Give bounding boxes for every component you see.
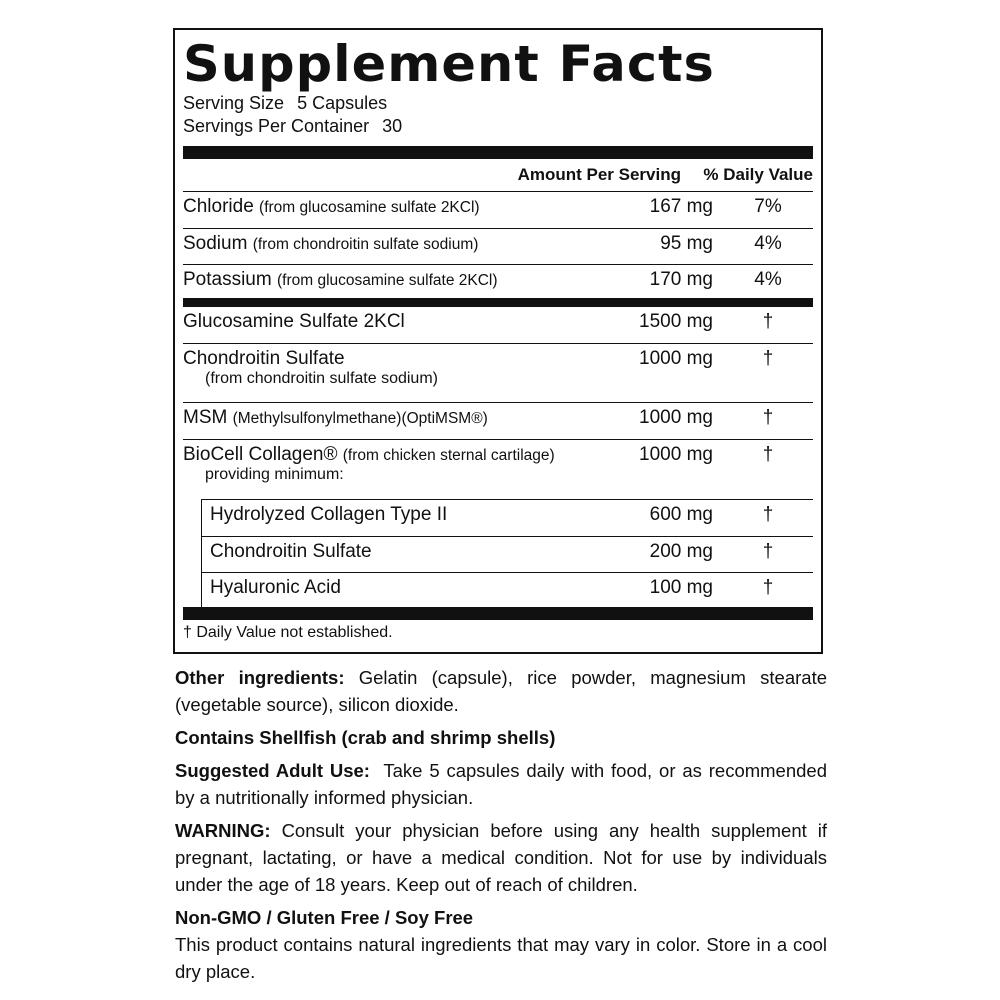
- ingredient-name: Chondroitin Sulfate (from chondroitin sulfate sodium): [183, 348, 438, 387]
- ingredient-daily-value: †: [762, 311, 774, 332]
- serving-size-value: 5 Capsules: [297, 93, 388, 113]
- nutrient-row-sodium: [183, 229, 813, 265]
- sub-ingredient-row: [201, 537, 813, 573]
- ingredient-name: BioCell Collagen® (from chicken sternal cartilage) providing minimum:: [183, 444, 555, 483]
- ingredient-row-biocell: [183, 440, 813, 499]
- nutrient-daily-value: 4%: [754, 233, 782, 254]
- nutrient-amount: 167 mg: [649, 196, 713, 217]
- sub-ingredient-daily-value: †: [762, 577, 774, 598]
- nutrient-daily-value: 7%: [754, 196, 782, 217]
- ingredient-amount: 1000 mg: [639, 444, 713, 465]
- nutrient-name: Sodium (from chondroitin sulfate sodium): [183, 233, 479, 254]
- nutrient-amount: 95 mg: [660, 233, 713, 254]
- ingredient-daily-value: †: [762, 348, 774, 369]
- ingredient-row-chondroitin: [183, 344, 813, 403]
- ingredient-amount: 1000 mg: [639, 348, 713, 369]
- storage-statement: This product contains natural ingredients that may vary in color. Store in a cool dry place.: [175, 934, 827, 982]
- sub-ingredient-name: Chondroitin Sulfate: [210, 541, 372, 562]
- nutrient-amount: 170 mg: [649, 269, 713, 290]
- panel-title: Supplement Facts: [183, 35, 715, 93]
- sub-ingredient-amount: 100 mg: [649, 577, 713, 598]
- warning: WARNING: Consult your physician before using any health supplement if pregnant, lactating, or have a medical condition. Not for use by individuals under the age of 18 years. Keep out of reach of children.: [175, 820, 827, 895]
- medium-divider: [183, 298, 813, 307]
- sub-ingredient-daily-value: †: [762, 541, 774, 562]
- ingredient-row-msm: [183, 403, 813, 440]
- sub-ingredient-group: [201, 499, 813, 607]
- other-ingredients: Other ingredients: Gelatin (capsule), rice powder, magnesium stearate (vegetable source), silicon dioxide.: [175, 667, 827, 715]
- label-text: [175, 664, 827, 991]
- allergen-statement: Contains Shellfish (crab and shrimp shells): [175, 727, 556, 748]
- thick-divider: [183, 146, 813, 159]
- ingredient-row-glucosamine: [183, 307, 813, 344]
- sub-ingredient-name: Hydrolyzed Collagen Type II: [210, 504, 448, 525]
- serving-size: [183, 92, 813, 115]
- ingredient-daily-value: †: [762, 444, 774, 465]
- supplement-facts-panel: [173, 28, 823, 654]
- product-claims: Non-GMO / Gluten Free / Soy Free: [175, 907, 474, 928]
- daily-value-footnote: † Daily Value not established.: [183, 624, 393, 641]
- ingredient-name: MSM (Methylsulfonylmethane)(OptiMSM®): [183, 407, 488, 428]
- ingredient-daily-value: †: [762, 407, 774, 428]
- column-headers: [183, 159, 813, 192]
- sub-ingredient-name: Hyaluronic Acid: [210, 577, 341, 598]
- nutrient-name: Chloride (from glucosamine sulfate 2KCl): [183, 196, 480, 217]
- nutrient-name: Potassium (from glucosamine sulfate 2KCl): [183, 269, 498, 290]
- servings-per-container-value: 30: [382, 116, 403, 136]
- sub-ingredient-amount: 600 mg: [649, 504, 713, 525]
- servings-per-container-label: Servings Per Container: [183, 116, 370, 136]
- nutrient-daily-value: 4%: [754, 269, 782, 290]
- suggested-use: Suggested Adult Use: Take 5 capsules daily with food, or as recommended by a nutritionally informed physician.: [175, 760, 827, 808]
- sub-ingredient-row: [201, 500, 813, 537]
- serving-size-label: Serving Size: [183, 93, 285, 113]
- ingredient-name: Glucosamine Sulfate 2KCl: [183, 311, 405, 332]
- sub-ingredient-daily-value: †: [762, 504, 774, 525]
- ingredient-amount: 1500 mg: [639, 311, 713, 332]
- sub-ingredient-row: [201, 573, 813, 607]
- servings-per-container: [183, 115, 813, 138]
- nutrient-row-chloride: [183, 192, 813, 229]
- ingredient-amount: 1000 mg: [639, 407, 713, 428]
- sub-ingredient-amount: 200 mg: [649, 541, 713, 562]
- daily-value-column-header: % Daily Value: [703, 165, 813, 184]
- thick-divider-bottom: [183, 607, 813, 620]
- amount-column-header: Amount Per Serving: [517, 165, 681, 184]
- nutrient-row-potassium: [183, 265, 813, 298]
